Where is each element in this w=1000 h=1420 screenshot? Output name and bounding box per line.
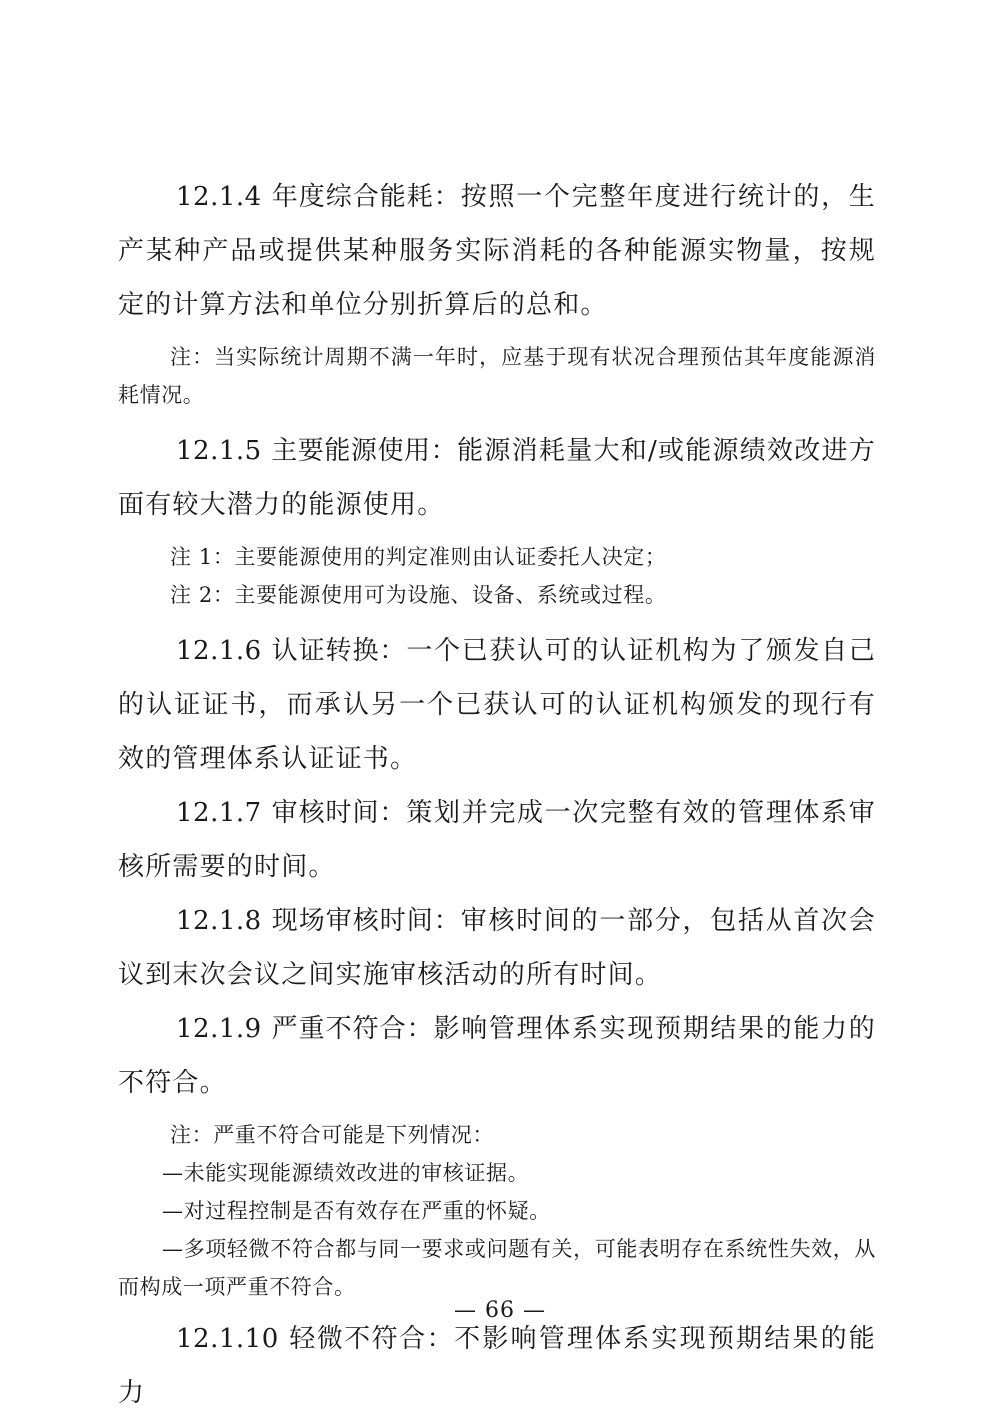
clause-text: 审核时间的一部分，包括从首次会议到末次会议之间实施审核活动的所有时间。 xyxy=(118,906,876,990)
clause-term: 现场审核时间： xyxy=(271,906,461,936)
clause-text: 能源消耗量大和/或能源绩效改进方面有较大潜力的能源使用。 xyxy=(118,436,876,520)
clause-number: 12.1.5 xyxy=(176,436,262,466)
clause-term: 轻微不符合： xyxy=(289,1324,455,1354)
clause-text: 影响管理体系实现预期结果的能力的不符合。 xyxy=(118,1014,876,1098)
clause-note: 注：当实际统计周期不满一年时，应基于现有状况合理预估其年度能源消耗情况。 xyxy=(118,345,876,407)
clause-text: 策划并完成一次完整有效的管理体系审核所需要的时间。 xyxy=(118,798,876,882)
clause-term: 主要能源使用： xyxy=(271,436,458,466)
clause-12-1-9 xyxy=(118,1002,876,1110)
clause-term: 审核时间： xyxy=(271,798,407,828)
clause-term: 认证转换： xyxy=(271,636,407,666)
clause-12-1-4 xyxy=(118,170,876,332)
clause-note-1: 注 1：主要能源使用的判定准则由认证委托人决定； xyxy=(170,545,667,569)
clause-number: 12.1.7 xyxy=(176,798,262,828)
clause-number: 12.1.4 xyxy=(176,182,262,212)
clause-text: 一个已获认可的认证机构为了颁发自己的认证证书，而承认另一个已获认可的认证机构颁发的现行有效的管理体系认证证书。 xyxy=(118,636,876,774)
clause-text: 不影响管理体系实现预期结果的能力 xyxy=(118,1324,876,1408)
clause-12-1-10 xyxy=(118,1312,876,1420)
note-list-item: —未能实现能源绩效改进的审核证据。 xyxy=(162,1161,530,1185)
clause-number: 12.1.10 xyxy=(176,1324,279,1354)
clause-12-1-7 xyxy=(118,786,876,894)
clause-term: 年度综合能耗： xyxy=(271,182,461,212)
clause-term: 严重不符合： xyxy=(271,1014,434,1044)
note-list-item: —多项轻微不符合都与同一要求或问题有关，可能表明存在系统性失效，从而构成一项严重不符合。 xyxy=(118,1237,876,1299)
clause-number: 12.1.9 xyxy=(176,1014,262,1044)
clause-text: 按照一个完整年度进行统计的，生产某种产品或提供某种服务实际消耗的各种能源实物量，按规定的计算方法和单位分别折算后的总和。 xyxy=(118,182,876,320)
clause-note: 注：严重不符合可能是下列情况： xyxy=(170,1123,494,1147)
clause-12-1-5 xyxy=(118,424,876,532)
page-number: — 66 — xyxy=(454,1298,546,1323)
clause-number: 12.1.6 xyxy=(176,636,262,666)
clause-12-1-6 xyxy=(118,624,876,786)
note-list-item: —对过程控制是否有效存在严重的怀疑。 xyxy=(162,1199,551,1223)
clause-note-2: 注 2：主要能源使用可为设施、设备、系统或过程。 xyxy=(170,583,667,607)
clause-number: 12.1.8 xyxy=(176,906,262,936)
clause-12-1-8 xyxy=(118,894,876,1002)
